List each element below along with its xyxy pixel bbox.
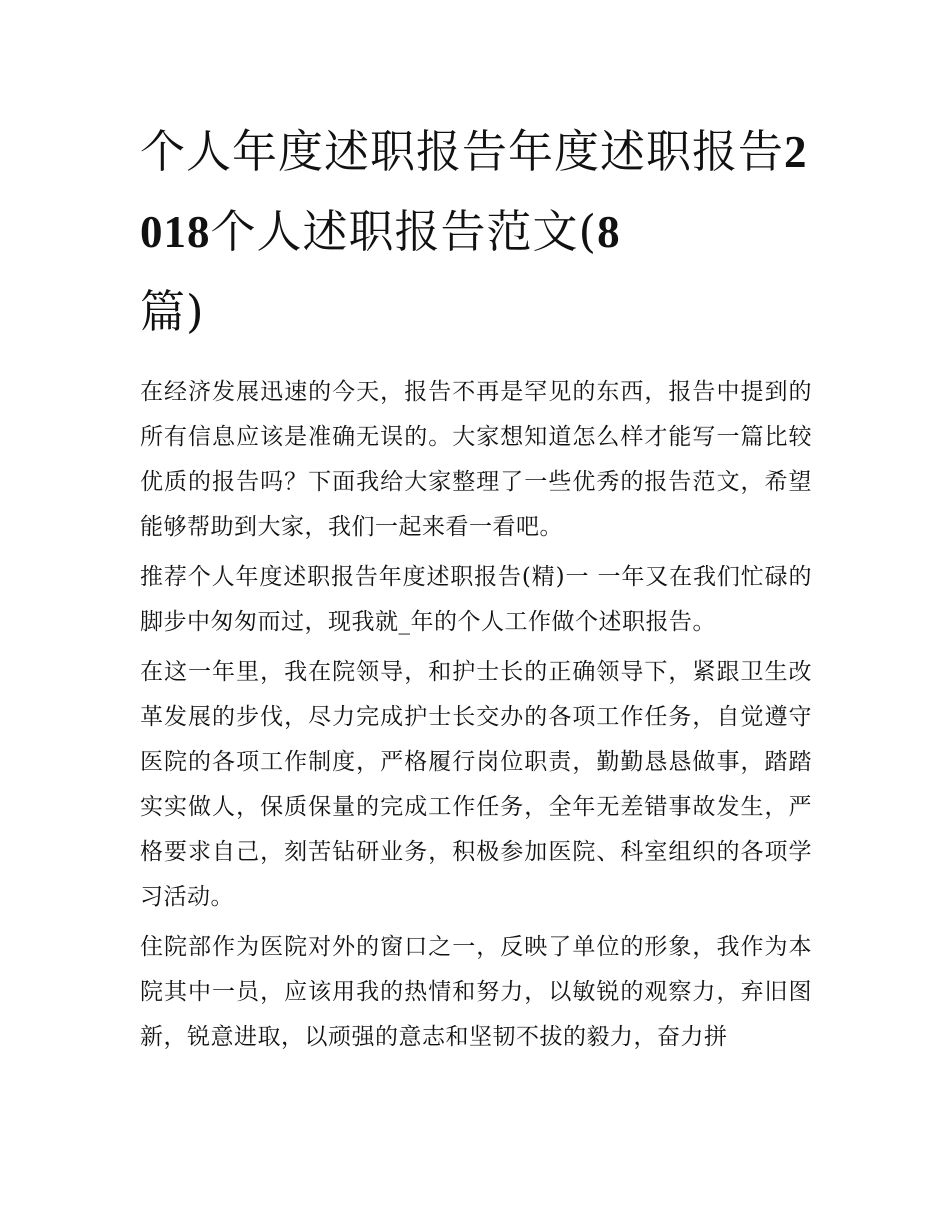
title-text-part5: 篇)	[140, 285, 205, 338]
title-text-part1: 个人年度述职报告年度述职报告	[140, 125, 785, 178]
title-count: 8	[597, 207, 621, 257]
paragraph-work-summary: 在这一年里，我在院领导，和护士长的正确领导下，紧跟卫生改革发展的步伐，尽力完成护士长交办的各项工作任务，自觉遵守医院的各项工作制度，严格履行岗位职责，勤勤恳恳做事，踏踏实实做人，保质保量的完成工作任务，全年无差错事故发生，严格要求自己，刻苦钻研业务，积极参加医院、科室组织的各项学习活动。	[140, 659, 812, 910]
title-year: 2018	[140, 127, 808, 257]
document-body	[140, 112, 812, 1065]
paragraph-inpatient: 住院部作为医院对外的窗口之一，反映了单位的形象，我作为本院其中一员，应该用我的热情和努力，以敏锐的观察力，弃旧图新，锐意进取，以顽强的意志和坚韧不拔的毅力，奋力拼	[140, 934, 812, 1050]
paragraph-recommend: 推荐个人年度述职报告年度述职报告(精)一 一年又在我们忙碌的脚步中匆匆而过，现我就_年的个人工作做个述职报告。	[140, 564, 812, 635]
title-text-part3: 个人述职报告范文(	[210, 205, 598, 258]
document-title	[140, 112, 812, 352]
paragraph-intro: 在经济发展迅速的今天，报告不再是罕见的东西，报告中提到的所有信息应该是准确无误的。大家想知道怎么样才能写一篇比较优质的报告吗？下面我给大家整理了一些优秀的报告范文，希望能够帮助到大家，我们一起来看一看吧。	[140, 379, 812, 540]
